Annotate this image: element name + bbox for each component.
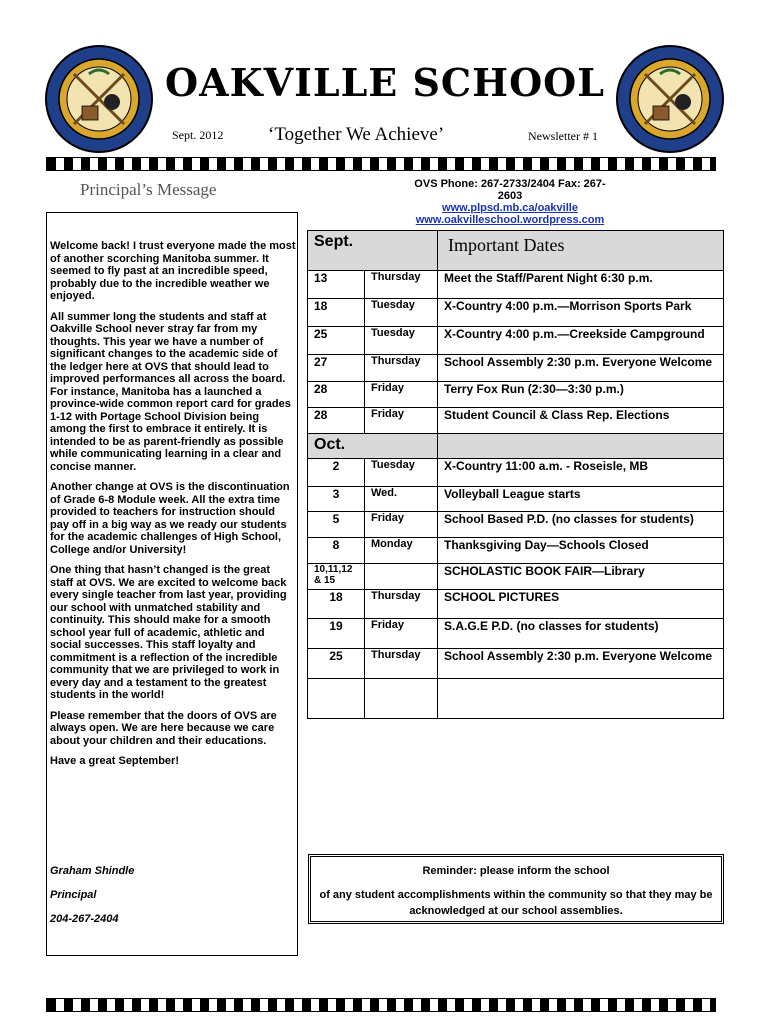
event-description: S.A.G.E P.D. (no classes for students) <box>438 619 724 649</box>
contact-info <box>410 178 610 226</box>
event-day: Thursday <box>365 271 438 299</box>
date-row <box>308 538 724 564</box>
event-date: 19 <box>308 619 365 649</box>
event-date: 5 <box>308 512 365 538</box>
event-day: Tuesday <box>365 299 438 327</box>
principal-letter <box>50 240 296 776</box>
month-label: Sept. <box>308 231 438 271</box>
date-row <box>308 619 724 649</box>
letter-paragraph: Have a great September! <box>50 755 179 767</box>
event-description: School Assembly 2:30 p.m. Everyone Welcome <box>438 649 724 679</box>
event-description: X-Country 11:00 a.m. - Roseisle, MB <box>438 459 724 487</box>
letter-paragraph: Please remember that the doors of OVS are always open. We are here because we care about your children and their educations. <box>50 709 277 747</box>
event-date: 28 <box>308 382 365 408</box>
signature-phone: 204-267-2404 <box>50 913 119 925</box>
event-day: Tuesday <box>365 327 438 355</box>
event-day: Friday <box>365 512 438 538</box>
reminder-box <box>308 854 724 924</box>
date-row <box>308 408 724 434</box>
event-date: 8 <box>308 538 365 564</box>
event-date: 25 <box>308 649 365 679</box>
event-description: School Based P.D. (no classes for students) <box>438 512 724 538</box>
event-date: 3 <box>308 487 365 512</box>
date-row <box>308 459 724 487</box>
date-row <box>308 512 724 538</box>
event-day: Thursday <box>365 355 438 382</box>
school-motto: ‘Together We Achieve’ <box>268 124 445 145</box>
date-row <box>308 590 724 619</box>
reminder-line: Reminder: please inform the school <box>422 865 610 877</box>
date-row <box>308 487 724 512</box>
event-day <box>365 564 438 590</box>
event-day: Thursday <box>365 590 438 619</box>
event-date: 18 <box>308 590 365 619</box>
school-title: OAKVILLE SCHOOL <box>164 60 605 105</box>
important-dates-heading: Important Dates <box>438 231 724 271</box>
event-date: 28 <box>308 408 365 434</box>
event-day: Friday <box>365 408 438 434</box>
event-date: 27 <box>308 355 365 382</box>
event-description: X-Country 4:00 p.m.—Morrison Sports Park <box>438 299 724 327</box>
division-link[interactable]: www.plpsd.mb.ca/oakville <box>442 202 578 214</box>
newsletter-number: Newsletter # 1 <box>528 129 598 143</box>
event-day: Monday <box>365 538 438 564</box>
event-description: School Assembly 2:30 p.m. Everyone Welcome <box>438 355 724 382</box>
school-seal-logo <box>615 44 725 154</box>
date-row <box>308 271 724 299</box>
letter-paragraph: Welcome back! I trust everyone made the most of another scorching Manitoba summer. It seemed to fly past at an incredible speed, probably due to the incredible weather we enjoyed. <box>50 240 296 302</box>
reminder-line: of any student accomplishments within the community so that they may be acknowledged at our school assemblies. <box>319 889 713 917</box>
date-row <box>308 382 724 408</box>
event-date: 10,11,12 & 15 <box>308 564 365 590</box>
event-date: 2 <box>308 459 365 487</box>
school-seal-logo <box>44 44 154 154</box>
event-description: Student Council & Class Rep. Elections <box>438 408 724 434</box>
principal-message-heading: Principal’s Message <box>80 180 217 199</box>
signature-title: Principal <box>50 889 97 901</box>
empty-row <box>308 679 724 719</box>
letter-paragraph: One thing that hasn’t changed is the great staff at OVS. We are excited to welcome back every single teacher from last year, providing our school with unmatched stability and continuity. This should make for a smooth school year full of academic, athletic and social successes. This staff loyalty and commitment is a reflection of the incredible community that we are privileged to work in every day and a testament to the greatest students in the world! <box>50 564 287 701</box>
event-date: 18 <box>308 299 365 327</box>
event-description: Terry Fox Run (2:30—3:30 p.m.) <box>438 382 724 408</box>
event-date: 25 <box>308 327 365 355</box>
date-row <box>308 649 724 679</box>
date-row <box>308 355 724 382</box>
event-day: Friday <box>365 619 438 649</box>
date-row <box>308 327 724 355</box>
event-description: Meet the Staff/Parent Night 6:30 p.m. <box>438 271 724 299</box>
month-label: Oct. <box>308 434 438 459</box>
date-row <box>308 299 724 327</box>
event-day: Thursday <box>365 649 438 679</box>
event-date: 13 <box>308 271 365 299</box>
letter-paragraph: All summer long the students and staff at Oakville School never stray far from my thoughts. This year we have a number of significant changes to the academic side of the ledger here at OVS that should lead to improved performances all across the board. For instance, Manitoba has a launched a province-wide common report card for grades 1-12 with Portage School Division being among the first to embrace it entirely. It is intended to be as parent-friendly as possible while communicating learning in a clear and concise manner. <box>50 310 291 473</box>
event-description: Volleyball League starts <box>438 487 724 512</box>
signature-name: Graham Shindle <box>50 865 135 877</box>
month-header-row <box>308 434 724 459</box>
date-row <box>308 564 724 590</box>
event-description: X-Country 4:00 p.m.—Creekside Campground <box>438 327 724 355</box>
phone-fax: OVS Phone: 267-2733/2404 Fax: 267-2603 <box>414 178 606 202</box>
important-dates-table <box>307 230 724 719</box>
event-description: SCHOOL PICTURES <box>438 590 724 619</box>
issue-date: Sept. 2012 <box>172 128 224 142</box>
event-day: Friday <box>365 382 438 408</box>
event-description: Thanksgiving Day—Schools Closed <box>438 538 724 564</box>
letter-paragraph: Another change at OVS is the discontinuation of Grade 6-8 Module week. All the extra time provided to teachers for instruction should pay off in a big way as we ready our students for the academic challenges of High School, College and/or University! <box>50 481 290 556</box>
event-day: Tuesday <box>365 459 438 487</box>
event-description: SCHOLASTIC BOOK FAIR—Library <box>438 564 724 590</box>
event-day: Wed. <box>365 487 438 512</box>
blog-link[interactable]: www.oakvilleschool.wordpress.com <box>415 214 605 226</box>
checkered-divider <box>46 157 716 171</box>
month-header-row <box>308 231 724 271</box>
checkered-divider <box>46 998 716 1012</box>
